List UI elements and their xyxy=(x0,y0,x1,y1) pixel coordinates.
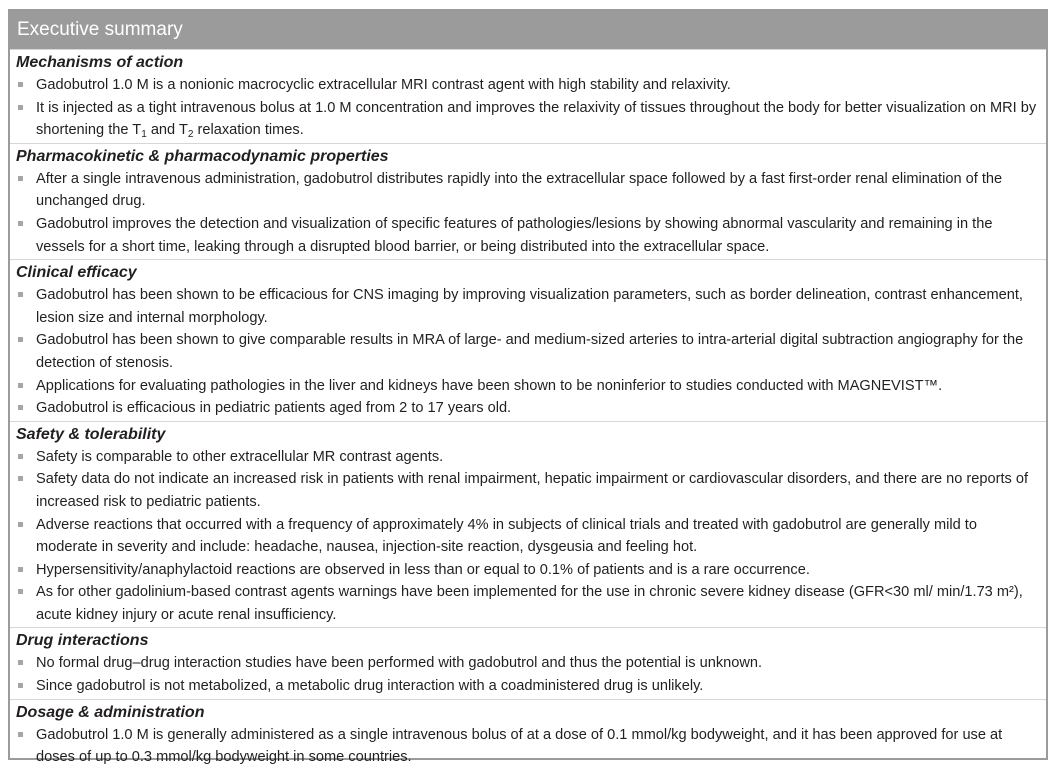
section-clinical-efficacy xyxy=(10,259,1046,421)
bullet-item: Adverse reactions that occurred with a frequency of approximately 4% in subjects of clinical trials and treated with gadobutrol are generally mild to moderate in severity and include: headache, nausea, injection-site reaction, dysgeusia and feeling hot. xyxy=(16,514,1040,559)
section-title: Safety & tolerability xyxy=(16,425,166,443)
bullet-list xyxy=(16,652,1040,697)
bullet-list xyxy=(16,446,1040,627)
bullet-item: As for other gadolinium-based contrast agents warnings have been implemented for the use in chronic severe kidney disease (GFR<30 ml/ min/1.73 m²), acute kidney injury or acute renal insufficiency. xyxy=(16,581,1040,626)
bullet-item: Gadobutrol has been shown to give comparable results in MRA of large- and medium-sized arteries to intra-arterial digital subtraction angiography for the detection of stenosis. xyxy=(16,329,1040,374)
section-title: Pharmacokinetic & pharmacodynamic properties xyxy=(16,147,389,165)
section-pharmacokinetics xyxy=(10,143,1046,259)
bullet-item: Applications for evaluating pathologies in the liver and kidneys have been shown to be noninferior to studies conducted with MAGNEVIST™. xyxy=(16,375,1040,398)
bullet-list xyxy=(16,74,1040,142)
bullet-list xyxy=(16,724,1040,769)
section-drug-interactions xyxy=(10,627,1046,698)
section-safety-tolerability xyxy=(10,421,1046,628)
bullet-item: It is injected as a tight intravenous bolus at 1.0 M concentration and improves the relaxivity of tissues throughout the body for better visualization on MRI by shortening the $T_1$ and $T_2$ relaxation times. xyxy=(16,97,1040,142)
bullet-list xyxy=(16,284,1040,420)
bullet-item: No formal drug–drug interaction studies have been performed with gadobutrol and thus the potential is unknown. xyxy=(16,652,1040,675)
section-title: Clinical efficacy xyxy=(16,264,137,282)
bullet-item: Safety data do not indicate an increased risk in patients with renal impairment, hepatic impairment or cardiovascular disorders, and there are no reports of increased risk to pediatric patients. xyxy=(16,468,1040,513)
bullet-item: Gadobutrol 1.0 M is a nonionic macrocyclic extracellular MRI contrast agent with high stability and relaxivity. xyxy=(16,74,1040,97)
section-dosage-administration xyxy=(10,699,1046,770)
section-title: Drug interactions xyxy=(16,632,149,650)
box-header: Executive summary xyxy=(10,11,1046,49)
section-mechanisms-of-action xyxy=(10,49,1046,143)
bullet-item: Hypersensitivity/anaphylactoid reactions are observed in less than or equal to 0.1% of patients and is a rare occurrence. xyxy=(16,559,1040,582)
bullet-item: Gadobutrol has been shown to be efficacious for CNS imaging by improving visualization parameters, such as border delineation, contrast enhancement, lesion size and internal morphology. xyxy=(16,284,1040,329)
bullet-item: After a single intravenous administration, gadobutrol distributes rapidly into the extracellular space followed by a fast first-order renal elimination of the unchanged drug. xyxy=(16,168,1040,213)
section-title: Dosage & administration xyxy=(16,703,205,721)
bullet-item: Gadobutrol 1.0 M is generally administered as a single intravenous bolus of at a dose of 0.1 mmol/kg bodyweight, and it has been approved for use at doses of up to 0.3 mmol/kg bodyweight in some countries. xyxy=(16,724,1040,769)
bullet-item: Since gadobutrol is not metabolized, a metabolic drug interaction with a coadministered drug is unlikely. xyxy=(16,675,1040,698)
section-title: Mechanisms of action xyxy=(16,54,184,71)
executive-summary-box xyxy=(8,9,1048,766)
bullet-item: Safety is comparable to other extracellular MR contrast agents. xyxy=(16,446,1040,469)
bullet-list xyxy=(16,168,1040,258)
bullet-item: Gadobutrol is efficacious in pediatric patients aged from 2 to 17 years old. xyxy=(16,397,1040,420)
bullet-item: Gadobutrol improves the detection and visualization of specific features of pathologies/lesions by showing abnormal vascularity and remaining in the vessels for a short time, leaking through a disrupted blood barrier, or being distributed into the extracellular space. xyxy=(16,213,1040,258)
